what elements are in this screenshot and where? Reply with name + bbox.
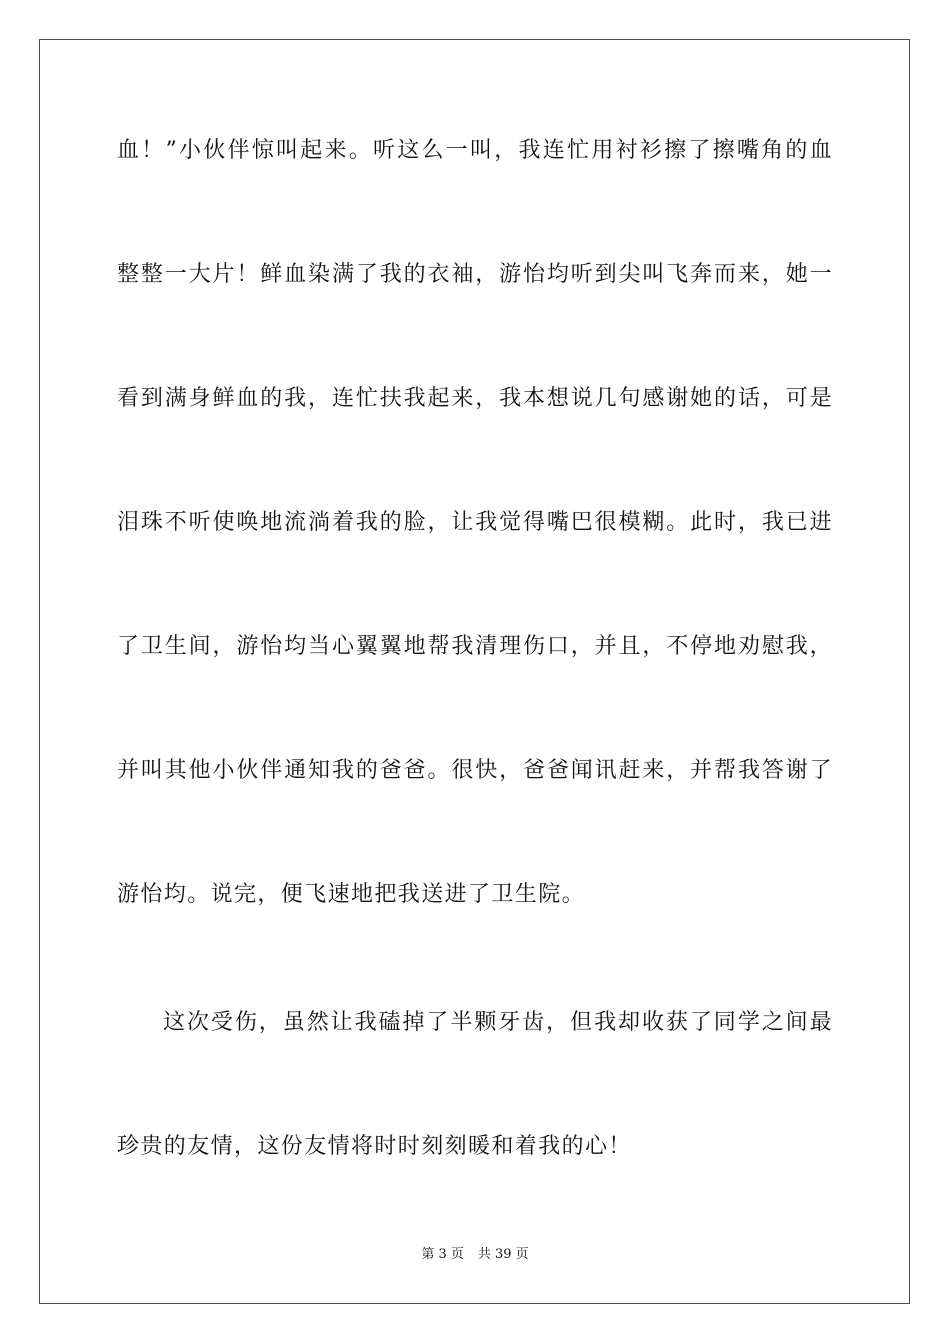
paragraph-first-line: 这次受伤，虽然让我磕掉了半颗牙齿，但我却收获了同学之间最 xyxy=(163,1010,833,1035)
paragraph-line: 并叫其他小伙伴通知我的爸爸。很快，爸爸闻讯赶来，并帮我答谢了 xyxy=(117,758,833,783)
paragraph-last-line: 游怡均。说完，便飞速地把我送进了卫生院。 xyxy=(117,882,586,907)
page-border xyxy=(39,39,910,1304)
paragraph-line: 看到满身鲜血的我，连忙扶我起来，我本想说几句感谢她的话，可是 xyxy=(117,386,833,411)
paragraph-line: 血！”小伙伴惊叫起来。听这么一叫，我连忙用衬衫擦了擦嘴角的血 xyxy=(117,138,833,163)
paragraph-line: 整整一大片！鲜血染满了我的衣袖，游怡均听到尖叫飞奔而来，她一 xyxy=(117,262,833,287)
page-footer xyxy=(0,1246,950,1264)
total-pages: 共 39 页 xyxy=(477,1247,529,1262)
paragraph-line: 了卫生间，游怡均当心翼翼地帮我清理伤口，并且，不停地劝慰我， xyxy=(117,634,833,659)
page-number: 第 3 页 xyxy=(421,1247,464,1262)
paragraph-line: 泪珠不听使唤地流淌着我的脸，让我觉得嘴巴很模糊。此时，我已进 xyxy=(117,510,833,535)
paragraph-last-line: 珍贵的友情，这份友情将时时刻刻暖和着我的心！ xyxy=(117,1134,632,1159)
